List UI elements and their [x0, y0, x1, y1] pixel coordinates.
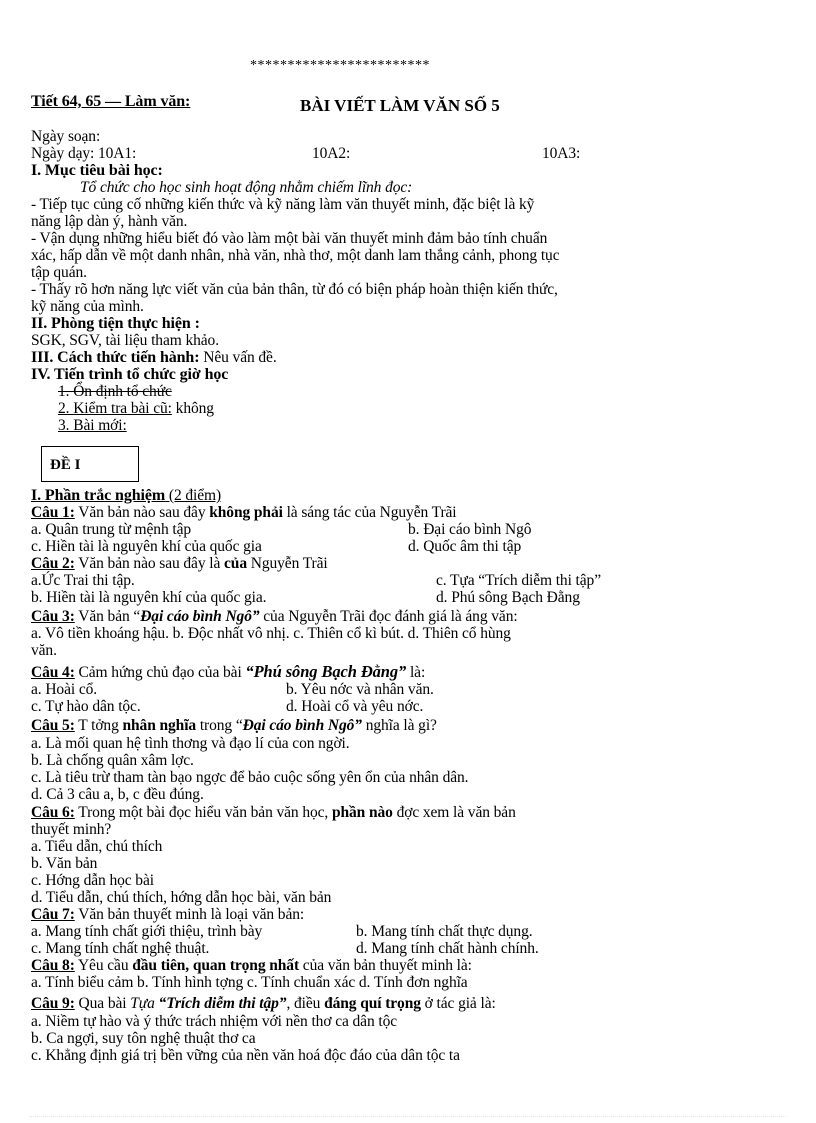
q5-title: Đại cáo bình Ngô” [242, 717, 362, 734]
part-1-heading [31, 488, 221, 503]
section-2-content: SGK, SGV, tài liệu tham khảo. [31, 332, 219, 349]
q8-pre: Yêu cầu [74, 957, 133, 974]
step-2-label: 2. Kiểm tra bài cũ: [58, 400, 172, 417]
page-title: BÀI VIẾT LÀM VĂN SỐ 5 [300, 96, 500, 115]
objective-2a: - Vận dụng những hiểu biết đó vào làm một bài văn thuyết minh đảm bảo tính chuẩn [31, 230, 548, 247]
q4-title: “Phú sông Bạch Đằng” [245, 662, 407, 681]
q9-option-a: a. Niềm tự hào và ý thức trách nhiệm với nền thơ ca dân tộc [31, 1013, 398, 1030]
step-2 [58, 401, 214, 416]
q5-mid: trong “ [196, 717, 243, 734]
q2-option-a: a.Ức Trai thi tập. [31, 572, 135, 589]
q8-emphasis: đầu tiên, quan trọng nhất [132, 957, 300, 974]
q7-stem [31, 907, 304, 922]
q7-option-b: b. Mang tính chất thực dụng. [356, 923, 533, 940]
q9-title: “Trích diễm thi tập” [154, 995, 287, 1012]
q7-label: Câu 7: [31, 906, 75, 923]
section-1-subtitle: Tổ chức cho học sinh hoạt động nhằm chiếm lĩnh đọc: [80, 179, 413, 196]
q8-stem [31, 958, 472, 973]
q6-stem-cont: thuyết minh? [31, 821, 112, 838]
q8-options: a. Tính biểu cảm b. Tính hình tợng c. Tính chuẩn xác d. Tính đơn nghĩa [31, 974, 468, 991]
q7-post: Văn bản thuyết minh là loại văn bản: [74, 906, 305, 923]
section-3 [31, 350, 277, 365]
q5-post: nghĩa là gì? [361, 717, 437, 734]
q2-pre: Văn bản nào sau đây là [74, 555, 225, 572]
q4-option-a: a. Hoài cổ. [31, 681, 98, 698]
q5-stem [31, 718, 437, 733]
q9-option-b: b. Ca ngợi, suy tôn nghệ thuật thơ ca [31, 1030, 256, 1047]
q5-label: Câu 5: [31, 717, 75, 734]
section-2-heading: II. Phòng tiện thực hiện : [31, 315, 200, 332]
section-4-heading: IV. Tiến trình tổ chức giờ học [31, 366, 229, 383]
q2-label: Câu 2: [31, 555, 75, 572]
q2-post: Nguyễn Trãi [246, 555, 328, 572]
q3-post: của Nguyễn Trãi đọc đánh giá là áng văn: [259, 608, 518, 625]
q6-option-a: a. Tiểu dẫn, chú thích [31, 838, 163, 855]
q4-option-c: c. Tự hào dân tộc. [31, 698, 141, 715]
section-1-heading: I. Mục tiêu bài học: [31, 162, 163, 179]
q4-pre: Cảm hứng chủ đạo của bài [74, 664, 246, 681]
q9-pre: Qua bài [74, 995, 131, 1012]
q4-stem [31, 664, 425, 680]
q6-post: đợc xem là văn bản [392, 804, 516, 821]
ngay-soan: Ngày soạn: [31, 128, 101, 145]
class-10a3: 10A3: [542, 145, 581, 162]
q7-option-a: a. Mang tính chất giới thiệu, trình bày [31, 923, 263, 940]
de-label: ĐỀ I [50, 457, 81, 473]
step-1: 1. Ổn định tổ chức [58, 383, 172, 400]
q9-emphasis: đáng quí trọng [324, 995, 421, 1012]
q9-mid: , điều [286, 995, 325, 1012]
q8-label: Câu 8: [31, 957, 75, 974]
lesson-label: Tiết 64, 65 — Làm văn: [31, 93, 191, 110]
q1-post: là sáng tác của Nguyễn Trãi [282, 504, 457, 521]
q1-option-a: a. Quân trung từ mệnh tập [31, 521, 192, 538]
q1-label: Câu 1: [31, 504, 75, 521]
q5-option-a: a. Là mối quan hệ tình thơng và đạo lí của con ngời. [31, 735, 350, 752]
q9-stem [31, 996, 496, 1011]
objective-3a: - Thấy rõ hơn năng lực viết văn của bản thân, từ đó có biện pháp hoàn thiện kiến thức, [31, 281, 558, 298]
q3-title: Đại cáo bình Ngô” [140, 608, 260, 625]
q3-stem [31, 609, 518, 624]
q2-emphasis: của [224, 555, 247, 572]
q8-post: của văn bản thuyết minh là: [299, 957, 472, 974]
objective-1b: năng lập dàn ý, hành văn. [31, 213, 188, 230]
q4-label: Câu 4: [31, 664, 75, 681]
section-3-content: Nêu vấn đề. [199, 349, 277, 366]
q5-option-d: d. Cả 3 câu a, b, c đều đúng. [31, 786, 204, 803]
q5-option-c: c. Là tiêu trừ tham tàn bạo ngợc để bảo cuộc sống yên ổn của nhân dân. [31, 769, 469, 786]
q6-option-c: c. Hớng dẫn học bài [31, 872, 154, 889]
q4-post: là: [406, 664, 426, 681]
objective-3b: kỹ năng của mình. [31, 298, 144, 315]
q1-option-c: c. Hiền tài là nguyên khí của quốc gia [31, 538, 262, 555]
q3-pre: Văn bản “ [74, 608, 141, 625]
q2-option-d: d. Phú sông Bạch Đằng [436, 589, 580, 606]
q3-label: Câu 3: [31, 608, 75, 625]
page-footer-divider [30, 1116, 786, 1117]
q1-stem [31, 505, 457, 520]
q5-option-b: b. Là chống quân xâm lợc. [31, 752, 194, 769]
q4-option-b: b. Yêu nớc và nhân văn. [286, 681, 434, 698]
q1-option-b: b. Đại cáo bình Ngô [408, 521, 532, 538]
decorative-stars: ************************ [250, 58, 430, 73]
q4-option-d: d. Hoài cổ và yêu nớc. [286, 698, 424, 715]
q1-option-d: d. Quốc âm thi tập [408, 538, 522, 555]
part-1-title: I. Phần trắc nghiệm [31, 487, 166, 504]
objective-2b: xác, hấp dẫn về một danh nhân, nhà văn, nhà thơ, một danh lam thắng cảnh, phong tục [31, 247, 560, 264]
q7-option-c: c. Mang tính chất nghệ thuật. [31, 940, 210, 957]
step-2-value: không [171, 400, 214, 417]
ngay-day: Ngày dạy: 10A1: [31, 145, 137, 162]
objective-1a: - Tiếp tục củng cố những kiến thức và kỹ năng làm văn thuyết minh, đặc biệt là kỹ [31, 196, 535, 213]
part-1-points: (2 điểm) [165, 487, 222, 504]
q9-label: Câu 9: [31, 995, 75, 1012]
q1-pre: Văn bản nào sau đây [74, 504, 210, 521]
q6-pre: Trong một bài đọc hiểu văn bản văn học, [74, 804, 332, 821]
q3-options: a. Vô tiền khoáng hậu. b. Độc nhất vô nhị. c. Thiên cổ kì bút. d. Thiên cổ hùng [31, 625, 511, 642]
q9-post: ở tác giả là: [420, 995, 496, 1012]
q9-option-c: c. Khẳng định giá trị bền vững của nền văn hoá độc đáo của dân tộc ta [31, 1047, 460, 1064]
q2-option-c: c. Tựa “Trích diễm thi tập” [436, 572, 601, 589]
q9-italic: Tựa [130, 995, 155, 1012]
q1-emphasis: không phải [209, 504, 283, 521]
q6-emphasis: phần nào [331, 804, 393, 821]
q2-stem [31, 556, 328, 571]
q6-option-b: b. Văn bản [31, 855, 98, 872]
q6-stem [31, 805, 516, 820]
q6-label: Câu 6: [31, 804, 75, 821]
q2-option-b: b. Hiền tài là nguyên khí của quốc gia. [31, 589, 267, 606]
q6-option-d: d. Tiểu dẫn, chú thích, hớng dẫn học bài, văn bản [31, 889, 332, 906]
q3-options-cont: văn. [31, 642, 57, 659]
q5-emphasis: nhân nghĩa [122, 717, 197, 734]
objective-2c: tập quán. [31, 264, 87, 281]
class-10a2: 10A2: [312, 145, 351, 162]
q5-pre: T tởng [74, 717, 123, 734]
step-3: 3. Bài mới: [58, 417, 127, 434]
section-3-heading: III. Cách thức tiến hành: [31, 349, 200, 366]
q7-option-d: d. Mang tính chất hành chính. [356, 940, 539, 957]
